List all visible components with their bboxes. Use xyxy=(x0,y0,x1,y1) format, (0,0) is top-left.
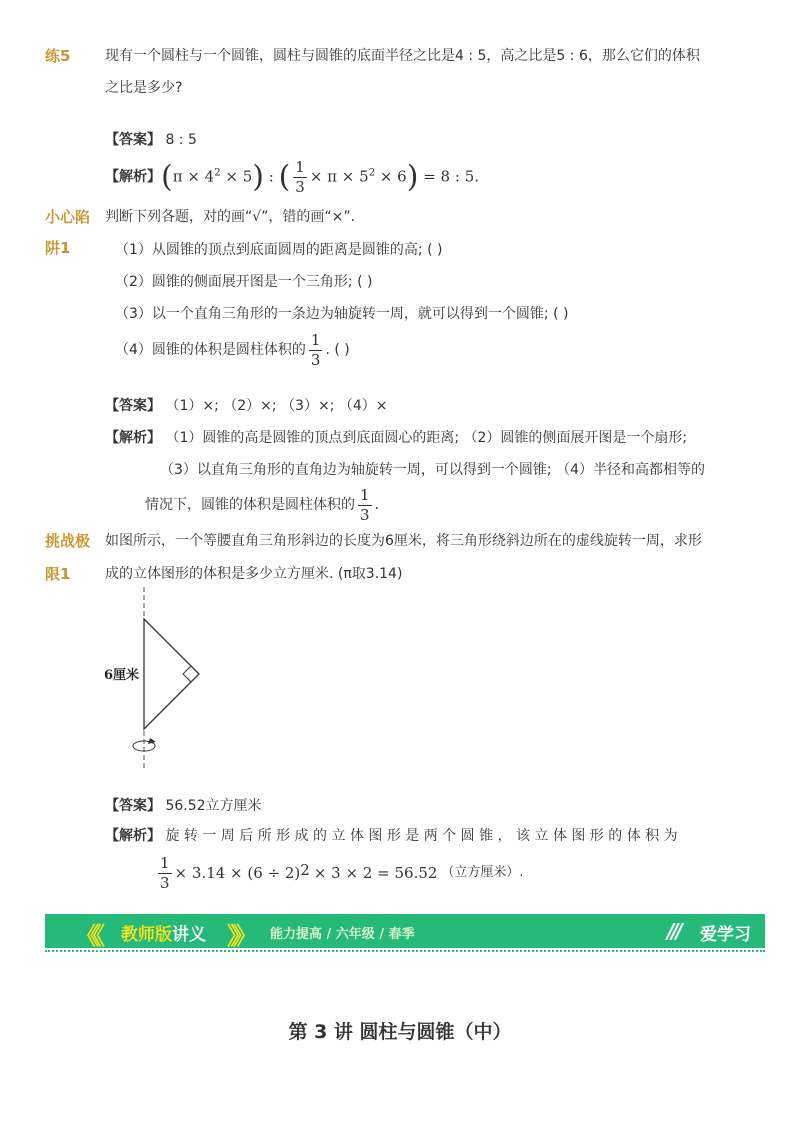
challenge-tag-line-2: 限1 xyxy=(45,565,71,583)
answer-label: 【答案】 xyxy=(105,132,161,148)
banner-breadcrumb: 能力提高 / 六年级 / 春季 xyxy=(270,927,415,942)
frac-den: 3 xyxy=(310,350,321,369)
brand-logo-icon: /// xyxy=(667,919,680,943)
formula-unit: （立方厘米）. xyxy=(441,865,524,880)
frac-num: 1 xyxy=(160,853,170,872)
trap-intro: 判断下列各题，对的画“√”，错的画“×”. xyxy=(105,209,356,225)
explanation-formula: $(\pi \times 4^2 \times 5)$ : ( $\frac{1}{3}$ × $\pi \times 5^2 \times 6) = 8$ : 5. xyxy=(161,157,479,196)
trap-explanation-line-3 xyxy=(145,482,379,528)
banner-title xyxy=(121,920,206,945)
challenge-explanation-formula: $\frac{1}{3}$ × 3.14 × (6 ÷ 2) 2 × 3 × 2 = 56.52 （立方厘米）. xyxy=(160,853,524,892)
explanation-label: 【解析】 xyxy=(105,828,161,844)
challenge-tag-line-1: 挑战极 xyxy=(45,532,91,550)
trap-item-1: （1）从圆锥的顶点到底面圆周的距离是圆锥的高; ( ) xyxy=(115,242,443,258)
frac-den: 3 xyxy=(295,177,305,196)
trap-answer-row xyxy=(105,396,388,416)
trap-explanation-line-1 xyxy=(105,428,687,448)
exercise-tag: 练5 xyxy=(45,47,71,65)
explanation-result: = 8 : 5. xyxy=(423,167,479,185)
question-line-2: 之比是多少? xyxy=(105,80,183,96)
challenge-question-line-2: 成的立体图形的体积是多少立方厘米. (π取3.14) xyxy=(105,566,403,582)
formula-part-2: × 3 × 2 = 56.52 xyxy=(313,864,438,882)
lecture-banner xyxy=(45,914,765,948)
frac-num: 1 xyxy=(360,485,370,504)
right-angle-mark xyxy=(183,666,191,682)
answer-label: 【答案】 xyxy=(105,798,161,814)
banner-title-a: 教师版 xyxy=(121,925,172,945)
answer-row xyxy=(105,130,197,150)
frac-den: 3 xyxy=(160,873,170,892)
frac-den: 3 xyxy=(360,505,370,524)
trap-tag-line-2: 阱1 xyxy=(45,239,71,257)
double-chevron-left-icon: 《《 xyxy=(75,922,99,950)
challenge-explanation-line-1 xyxy=(105,826,678,846)
trap-item-2: （2）圆锥的侧面展开图是一个三角形; ( ) xyxy=(115,274,373,290)
explanation-text: 旋 转 一 周 后 所 形 成 的 立 体 图 形 是 两 个 圆 锥 ， 该 立 体 图 形 的 体 积 为 xyxy=(165,828,678,844)
trap-item-3: （3）以一个直角三角形的一条边为轴旋转一周，就可以得到一个圆锥; ( ) xyxy=(115,306,569,322)
explanation-row xyxy=(105,152,479,202)
brand-name: 爱学习 xyxy=(700,925,751,945)
explanation-label: 【解析】 xyxy=(105,169,161,185)
trap-tag-line-1: 小心陷 xyxy=(45,208,91,226)
answer-label: 【答案】 xyxy=(105,398,161,414)
challenge-answer-row xyxy=(105,796,262,816)
frac-num: 1 xyxy=(295,157,305,176)
explanation-label: 【解析】 xyxy=(105,430,161,446)
trap-explanation-line-2: （3）以直角三角形的直角边为轴旋转一周，可以得到一个圆锥; （4）半径和高都相等的 xyxy=(160,462,705,478)
trap-item-4-end: . ( ) xyxy=(325,342,350,358)
question-line-1: 现有一个圆柱与一个圆锥，圆柱与圆锥的底面半径之比是4 : 5，高之比是5 : 6，那么它们的体积 xyxy=(105,48,700,64)
side-length-label: 6厘米 xyxy=(104,668,140,683)
answer-value: 56.52立方厘米 xyxy=(165,798,262,814)
banner-title-b: 讲义 xyxy=(172,925,206,945)
explanation-text: （1）圆锥的高是圆锥的顶点到底面圆心的距离; （2）圆锥的侧面展开图是一个扇形; xyxy=(165,430,688,446)
answer-value: 8 : 5 xyxy=(165,132,197,148)
frac-num: 1 xyxy=(310,330,321,349)
right-triangle xyxy=(144,619,199,729)
trap-item-4-text: （4）圆锥的体积是圆柱体积的 xyxy=(115,342,306,358)
formula-part-1: × 3.14 × (6 ÷ 2) xyxy=(174,864,301,882)
explanation-end: . xyxy=(374,497,379,513)
challenge-question-line-1: 如图所示，一个等腰直角三角形斜边的长度为6厘米，将三角形绕斜边所在的虚线旋转一周，求形 xyxy=(105,533,702,549)
trap-item-4 xyxy=(115,327,350,373)
explanation-text: 情况下，圆锥的体积是圆柱体积的 xyxy=(145,497,355,513)
lecture-title: 第 3 讲 圆柱与圆锥（中） xyxy=(288,1021,512,1043)
banner-divider xyxy=(45,950,765,952)
answer-value: （1）×; （2）×; （3）×; （4）× xyxy=(165,398,388,414)
double-chevron-right-icon: 》》 xyxy=(227,922,251,950)
